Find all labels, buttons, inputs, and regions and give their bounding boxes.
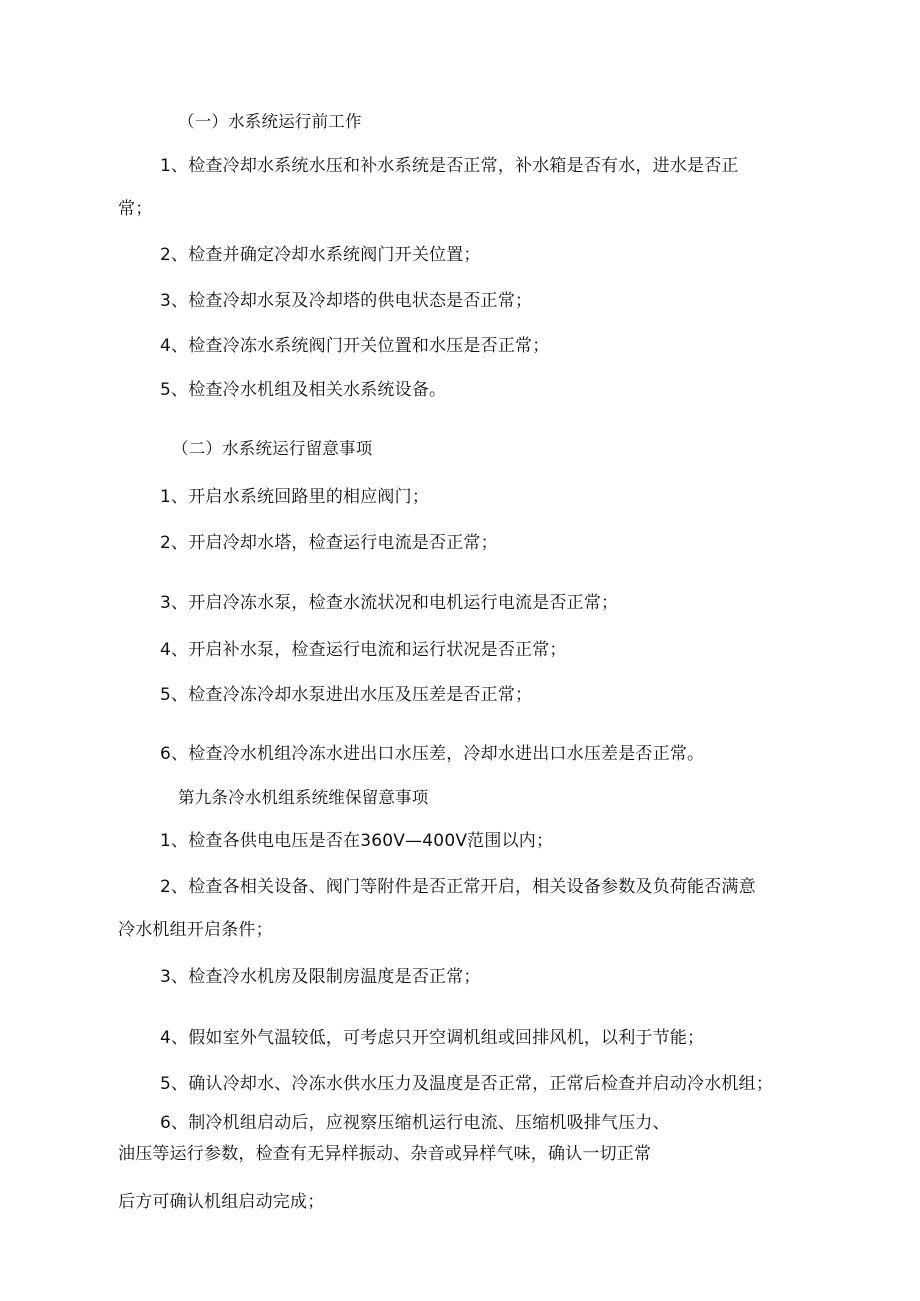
paragraph-line: 1、检查各供电电压是否在360V—400V范围以内； <box>160 831 554 851</box>
paragraph-line: 5、检查冷水机组及相关水系统设备。 <box>160 380 447 400</box>
section-heading-1: （一）水系统运行前工作 <box>178 112 362 131</box>
paragraph-line: 后方可确认机组启动完成； <box>118 1192 325 1212</box>
paragraph-line: 2、检查并确定冷却水系统阀门开关位置； <box>160 245 481 265</box>
paragraph-line: 1、检查冷却水系统水压和补水系统是否正常，补水箱是否有水，进水是否正 <box>160 156 739 176</box>
paragraph-line: 4、开启补水泵，检查运行电流和运行状况是否正常； <box>160 640 567 660</box>
paragraph-line: 3、开启冷冻水泵，检查水流状况和电机运行电流是否正常； <box>160 593 619 613</box>
paragraph-line: 6、制冷机组启动后，应视察压缩机运行电流、压缩机吸排气压力、 <box>160 1113 670 1133</box>
section-heading-2: （二）水系统运行留意事项 <box>172 439 373 458</box>
section-heading-3: 第九条冷水机组系统维保留意事项 <box>178 788 429 807</box>
paragraph-line: 1、开启水系统回路里的相应阀门； <box>160 487 430 507</box>
paragraph-line: 6、检查冷水机组冷冻水进出口水压差，冷却水进出口水压差是否正常。 <box>160 744 705 764</box>
paragraph-line: 3、检查冷却水泵及冷却塔的供电状态是否正常； <box>160 291 533 311</box>
paragraph-line: 2、检查各相关设备、阀门等附件是否正常开启，相关设备参数及负荷能否满意 <box>160 877 756 897</box>
paragraph-line: 5、检查冷冻冷却水泵进出水压及压差是否正常； <box>160 685 533 705</box>
paragraph-line: 常； <box>118 199 153 219</box>
paragraph-line: 冷水机组开启条件； <box>118 920 273 940</box>
paragraph-line: 5、确认冷却水、冷冻水供水压力及温度是否正常，正常后检查并启动冷水机组； <box>160 1074 774 1094</box>
paragraph-line: 3、检查冷水机房及限制房温度是否正常； <box>160 967 481 987</box>
paragraph-line: 4、检查冷冻水系统阀门开关位置和水压是否正常； <box>160 336 550 356</box>
paragraph-line: 油压等运行参数，检查有无异样振动、杂音或异样气味，确认一切正常 <box>118 1144 652 1164</box>
paragraph-line: 2、开启冷却水塔，检查运行电流是否正常； <box>160 533 498 553</box>
paragraph-line: 4、假如室外气温较低，可考虑只开空调机组或回排风机，以利于节能； <box>160 1028 705 1048</box>
